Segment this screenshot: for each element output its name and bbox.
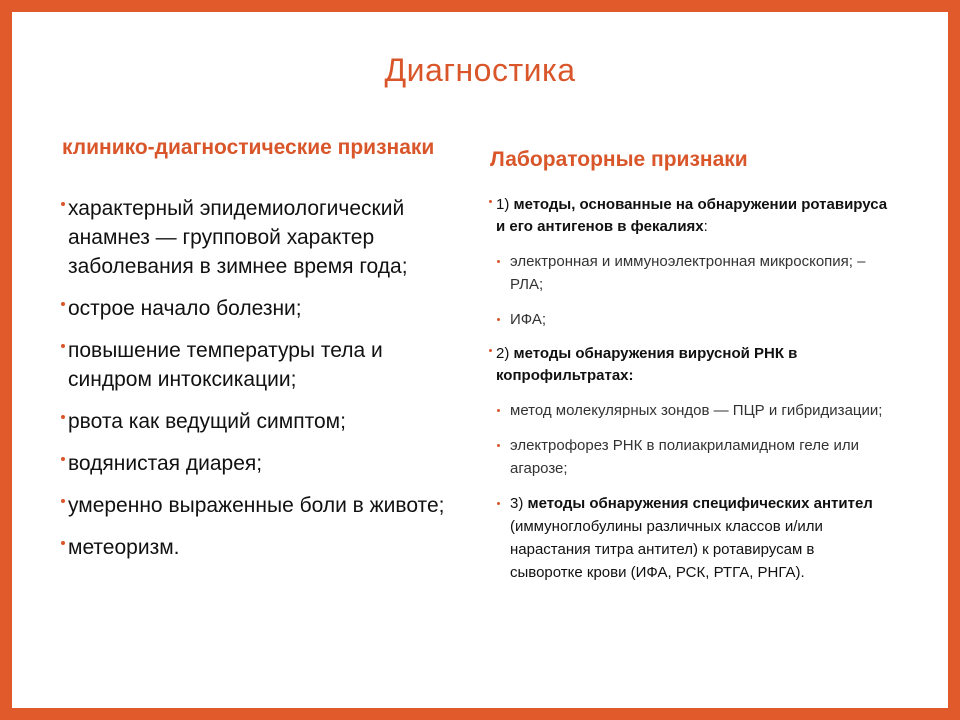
list-item (62, 294, 462, 323)
sub-item (490, 399, 890, 422)
bullet-icon (497, 409, 500, 412)
method-title: методы, основанные на обнаружении ротавируса и его антигенов в фекалиях (496, 196, 888, 235)
list-item-text: умеренно выраженные боли в животе; (68, 494, 445, 517)
sub-item (490, 250, 890, 296)
bullet-icon (497, 444, 500, 447)
method-1 (490, 194, 890, 238)
lab-signs-column (490, 146, 890, 596)
method-3 (490, 492, 890, 584)
sub-item (490, 308, 890, 331)
clinical-signs-heading: клинико-диагностические признаки (62, 136, 435, 159)
bullet-icon (61, 302, 65, 306)
sub-item (490, 434, 890, 480)
list-item-text: метеоризм. (68, 536, 180, 559)
bullet-icon (497, 318, 500, 321)
bullet-icon (61, 499, 65, 503)
list-item (62, 336, 462, 394)
bullet-icon (61, 344, 65, 348)
sub-item-text: электрофорез РНК в полиакриламидном геле или агарозе; (510, 437, 859, 477)
list-item-text: рвота как ведущий симптом; (68, 410, 346, 433)
clinical-signs-list (62, 194, 462, 562)
slide-title: Диагностика (384, 52, 576, 88)
sub-item-text: ИФА; (510, 311, 547, 328)
method-number: 3) (510, 495, 528, 512)
method-2 (490, 343, 890, 387)
sub-item-text: метод молекулярных зондов — ПЦР и гибридизации; (510, 402, 883, 419)
bullet-icon (61, 415, 65, 419)
bullet-icon (489, 349, 492, 352)
bullet-icon (489, 200, 492, 203)
method-title: методы обнаружения специфических антител (527, 495, 873, 512)
list-item-text: повышение температуры тела и синдром интоксикации; (68, 339, 383, 391)
bullet-icon (61, 541, 65, 545)
method-description: (иммуноглобулины различных классов и/или нарастания титра антител) к ротавирусам в сыворотке крови (ИФА, РСК, РТГА, РНГА). (510, 518, 823, 581)
list-item-text: острое начало болезни; (68, 297, 302, 320)
list-item (62, 449, 462, 478)
bullet-icon (497, 260, 500, 263)
sub-item-text: электронная и иммуноэлектронная микроскопия; – РЛА; (510, 253, 866, 293)
bullet-icon (497, 502, 500, 505)
list-item-text: характерный эпидемиологический анамнез — групповой характер заболевания в зимнее время года; (68, 197, 408, 278)
list-item (62, 491, 462, 520)
list-item (62, 407, 462, 436)
slide (12, 12, 948, 708)
lab-signs-list (490, 194, 890, 584)
list-item (62, 194, 462, 281)
method-title: методы обнаружения вирусной РНК в копрофильтратах: (496, 345, 798, 384)
method-number: 2) (496, 345, 514, 362)
bullet-icon (61, 457, 65, 461)
lab-signs-heading: Лабораторные признаки (490, 148, 748, 171)
clinical-signs-column (62, 134, 462, 575)
list-item-text: водянистая диарея; (68, 452, 263, 475)
bullet-icon (61, 202, 65, 206)
list-item (62, 533, 462, 562)
method-tail: : (703, 218, 708, 235)
method-number: 1) (496, 196, 514, 213)
